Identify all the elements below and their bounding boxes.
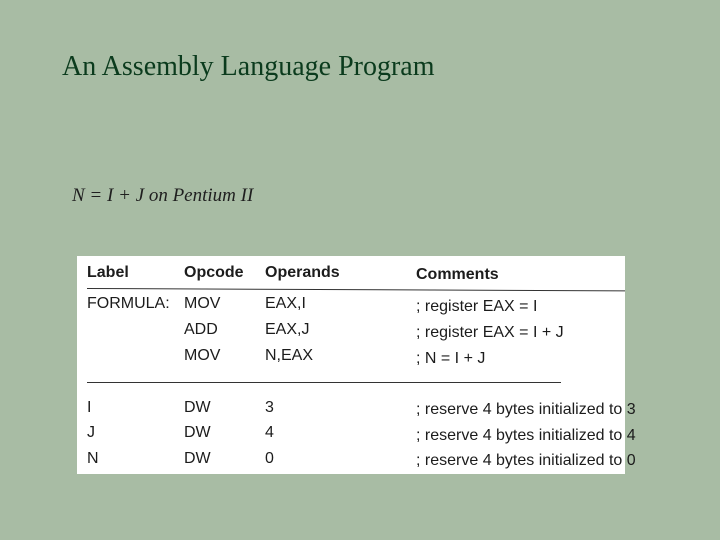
row-operands: 4 — [265, 424, 274, 441]
row-opcode: DW — [184, 424, 211, 441]
header-operands: Operands — [265, 264, 340, 281]
row-opcode: MOV — [184, 295, 221, 312]
slide-subtitle: N = I + J on Pentium II — [72, 185, 254, 206]
header-label: Label — [87, 264, 129, 281]
row-opcode: MOV — [184, 347, 221, 364]
row-operands: 0 — [265, 450, 274, 467]
row-label: FORMULA: — [87, 295, 170, 312]
row-opcode: DW — [184, 450, 211, 467]
header-comments: Comments — [416, 266, 499, 283]
row-comment: ; register EAX = I + J — [416, 324, 564, 341]
row-opcode: DW — [184, 399, 211, 416]
row-comment: ; reserve 4 bytes initialized to 0 — [416, 452, 636, 469]
row-operands: N,EAX — [265, 347, 314, 364]
row-comment: ; reserve 4 bytes initialized to 3 — [416, 401, 636, 418]
header-divider — [87, 288, 625, 291]
row-comment: ; reserve 4 bytes initialized to 4 — [416, 427, 636, 444]
section-divider — [87, 382, 561, 383]
assembly-program-table — [77, 256, 636, 474]
row-label: N — [87, 450, 99, 467]
row-label: I — [87, 399, 92, 416]
row-opcode: ADD — [184, 321, 218, 338]
row-operands: EAX,I — [265, 295, 306, 312]
header-opcode: Opcode — [184, 264, 244, 281]
row-operands: 3 — [265, 399, 274, 416]
row-operands: EAX,J — [265, 321, 310, 338]
row-label: J — [87, 424, 95, 441]
slide-title: An Assembly Language Program — [62, 51, 435, 82]
row-comment: ; register EAX = I — [416, 298, 538, 315]
row-comment: ; N = I + J — [416, 350, 486, 367]
